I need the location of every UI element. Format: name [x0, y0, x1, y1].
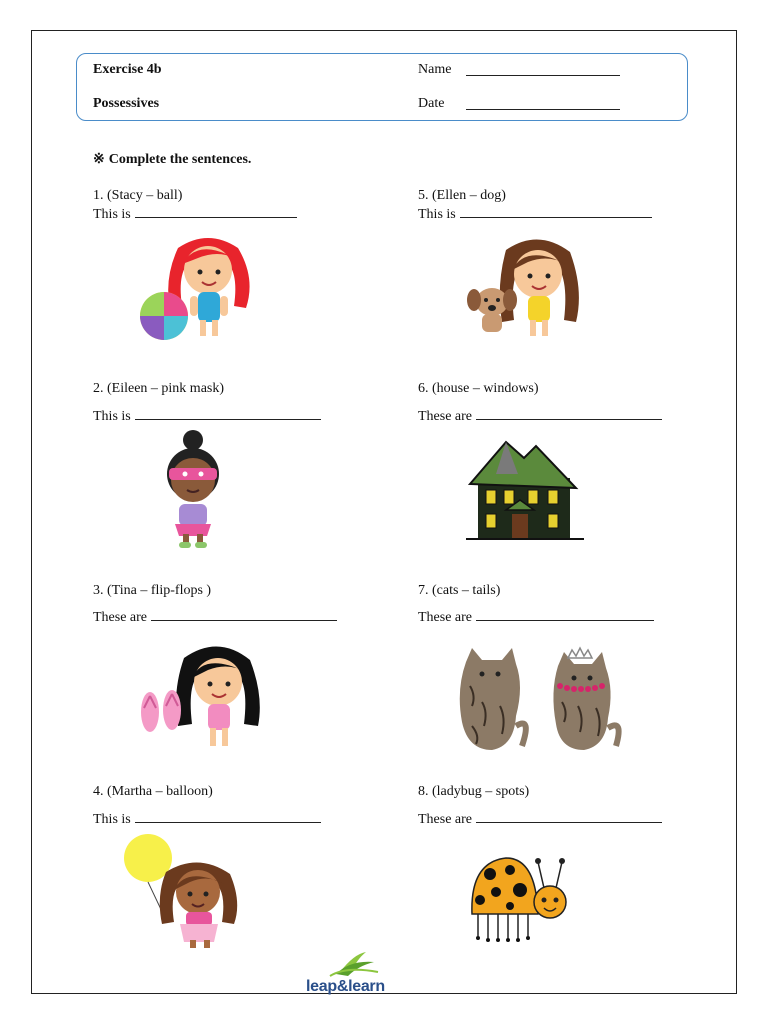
question-7-blank[interactable] [476, 608, 654, 621]
question-8-blank[interactable] [476, 810, 662, 823]
question-6-lead: These are [418, 409, 473, 424]
name-label: Name [418, 62, 452, 77]
question-4-lead: This is [93, 812, 131, 827]
house-with-windows-illustration [466, 438, 586, 542]
question-1-lead: This is [93, 207, 131, 222]
martha-with-balloon-illustration [122, 832, 242, 952]
question-3-answer-line [93, 608, 337, 626]
question-4-answer-line [93, 810, 321, 828]
question-4-prompt: 4. (Martha – balloon) [93, 784, 213, 799]
date-label: Date [418, 96, 445, 111]
question-2-lead: This is [93, 409, 131, 424]
question-3-lead: These are [93, 610, 148, 625]
question-8-prompt: 8. (ladybug – spots) [418, 784, 530, 799]
question-1-blank[interactable] [135, 205, 297, 218]
question-5-prompt: 5. (Ellen – dog) [418, 188, 506, 203]
name-field[interactable] [466, 75, 620, 76]
ladybug-with-spots-illustration [466, 852, 576, 946]
stacy-with-ball-illustration [138, 228, 258, 343]
question-3-prompt: 3. (Tina – flip-flops ) [93, 583, 212, 598]
cats-with-tails-illustration [452, 646, 626, 758]
instruction-text: Complete the sentences. [108, 152, 252, 167]
question-8-lead: These are [418, 812, 473, 827]
question-7-prompt: 7. (cats – tails) [418, 583, 501, 598]
topic-title: Possessives [93, 96, 160, 111]
question-6-answer-line [418, 407, 662, 425]
tina-with-flip-flops-illustration [138, 636, 262, 754]
question-6-prompt: 6. (house – windows) [418, 381, 539, 396]
question-2-blank[interactable] [135, 407, 321, 420]
header-box [76, 53, 688, 121]
reference-mark: ※ [93, 152, 105, 167]
question-7-lead: These are [418, 610, 473, 625]
question-7-answer-line [418, 608, 654, 626]
question-5-lead: This is [418, 207, 456, 222]
ellen-with-dog-illustration [462, 230, 586, 342]
eileen-with-pink-mask-illustration [155, 428, 231, 552]
question-8-answer-line [418, 810, 662, 828]
date-field[interactable] [466, 109, 620, 110]
question-4-blank[interactable] [135, 810, 321, 823]
logo-text: leap&learn [306, 978, 385, 995]
question-1-prompt: 1. (Stacy – ball) [93, 188, 183, 203]
exercise-title: Exercise 4b [93, 62, 162, 77]
question-3-blank[interactable] [151, 608, 337, 621]
question-1-answer-line [93, 205, 297, 223]
instruction [93, 151, 251, 168]
question-5-answer-line [418, 205, 652, 223]
question-6-blank[interactable] [476, 407, 662, 420]
question-2-prompt: 2. (Eileen – pink mask) [93, 381, 225, 396]
question-5-blank[interactable] [460, 205, 652, 218]
question-2-answer-line [93, 407, 321, 425]
